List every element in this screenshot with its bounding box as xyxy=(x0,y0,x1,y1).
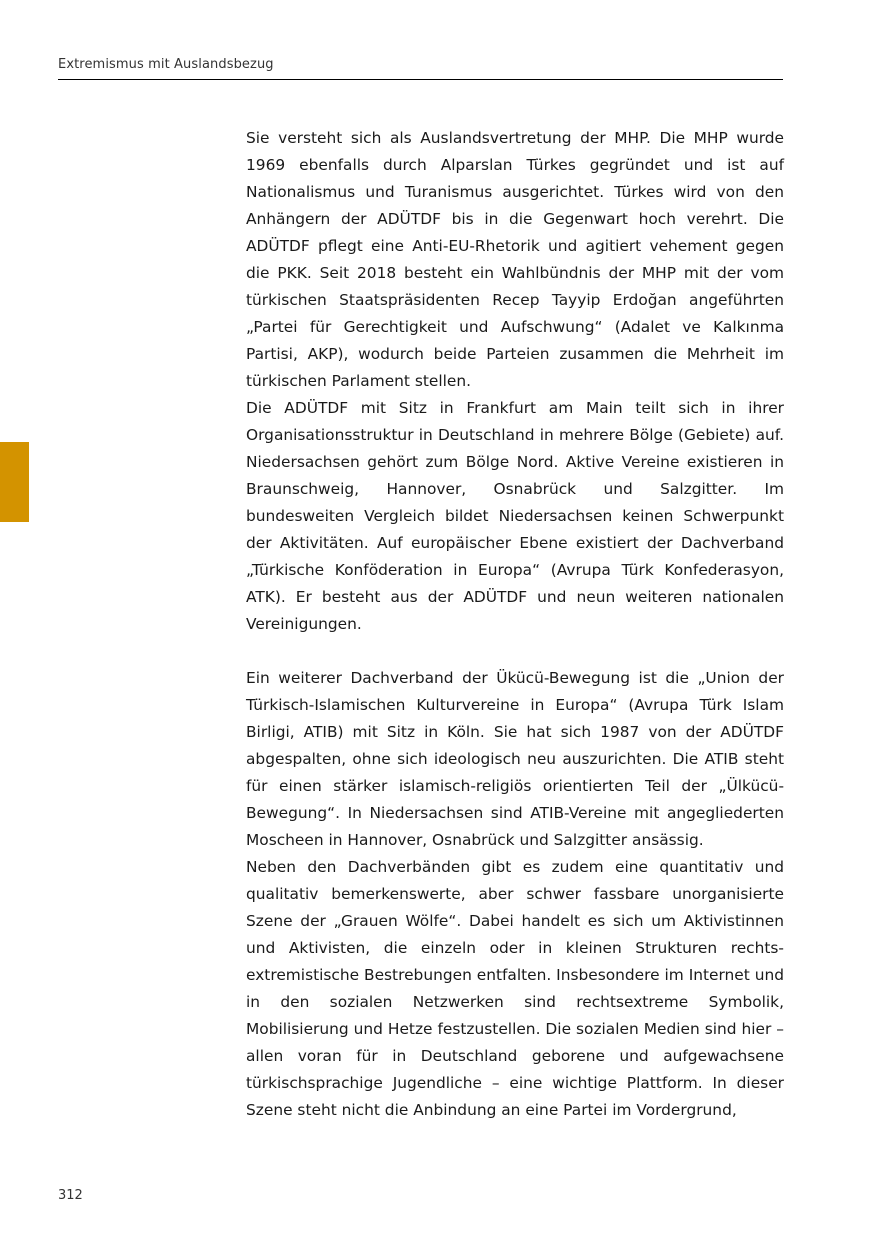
header-rule xyxy=(58,79,783,80)
paragraph-1: Sie versteht sich als Auslandsvertretung der MHP. Die MHP wurde 1969 ebenfalls durch Alparslan Türkes gegründet und ist auf Nationalismus und Turanismus ausgerichtet. Türkes wird von den Anhängern der ADÜTDF bis in die Gegenwart hoch verehrt. Die ADÜTDF pflegt eine Anti-EU-Rhetorik und agitiert vehement gegen die PKK. Seit 2018 besteht ein Wahlbündnis der MHP mit der vom türkischen Staatspräsidenten Recep Tayyip Erdoğan angeführten „Partei für Gerechtigkeit und Aufschwung“ (Adalet ve Kalkınma Partisi, AKP), wodurch beide Parteien zusammen die Mehrheit im türkischen Parlament stellen. xyxy=(246,129,784,390)
chapter-tab-marker xyxy=(0,442,29,522)
page-number: 312 xyxy=(58,1188,83,1203)
paragraph-3: Ein weiterer Dachverband der Ükücü-Bewegung ist die „Union der Türkisch-Islamischen Kulturvereine in Europa“ (Avrupa Türk Islam Birligi, ATIB) mit Sitz in Köln. Sie hat sich 1987 von der ADÜTDF abgespalten, ohne sich ideologisch neu auszurichten. Die ATIB steht für einen stärker islamisch-religiös orientierten Teil der „Ülkücü-Bewegung“. In Niedersachsen sind ATIB-Vereine mit angegliederten Moscheen in Hannover, Osnabrück und Salzgitter ansässig. xyxy=(246,669,784,849)
main-text xyxy=(246,125,784,1124)
running-title: Extremismus mit Auslandsbezug xyxy=(58,57,274,72)
paragraph-4: Neben den Dachverbänden gibt es zudem eine quantitativ und qualitativ bemerkenswerte, aber schwer fassbare unorganisierte Szene der „Grauen Wölfe“. Dabei handelt es sich um Aktivistinnen und Aktivisten, die einzeln oder in kleinen Strukturen rechts-extremistische Bestrebungen entfalten. Insbesondere im Internet und in den sozialen Netzwerken sind rechtsextreme Symbolik, Mobilisierung und Hetze festzustellen. Die sozialen Medien sind hier – allen voran für in Deutschland geborene und aufgewachsene türkischsprachige Jugendliche – eine wichtige Plattform. In dieser Szene steht nicht die Anbindung an eine Partei im Vordergrund, xyxy=(246,858,784,1119)
paragraph-2: Die ADÜTDF mit Sitz in Frankfurt am Main teilt sich in ihrer Organisationsstruktur in Deutschland in mehrere Bölge (Gebiete) auf. Niedersachsen gehört zum Bölge Nord. Aktive Vereine existieren in Braunschweig, Hannover, Osnabrück und Salzgitter. Im bundesweiten Vergleich bildet Niedersachsen keinen Schwerpunkt der Aktivitäten. Auf europäischer Ebene existiert der Dachverband „Türkische Konföderation in Europa“ (Avrupa Türk Konfederasyon, ATK). Er besteht aus der ADÜTDF und neun weiteren nationalen Vereinigungen. xyxy=(246,399,784,633)
